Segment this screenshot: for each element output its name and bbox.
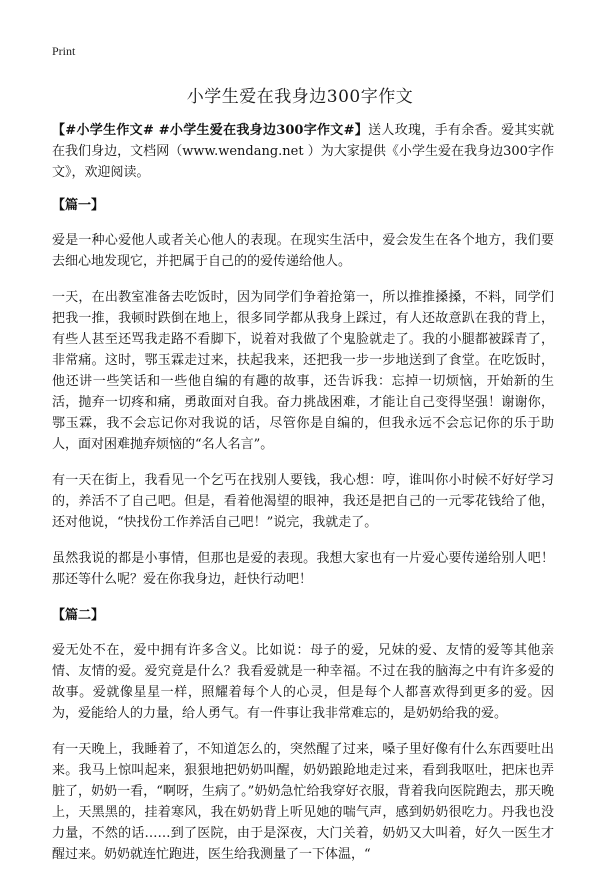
paragraph: 一天，在出教室准备去吃饭时，因为同学们争着抢第一，所以推推搡搡，不料，同学们把我一推，我顿时跌倒在地上，很多同学都从我身上踩过，有人还故意趴在我的背上，有些人甚至还骂我走路不看脚下，说着对我做了个鬼脸就走了。我的小腿都被踩青了，非常痛。这时，鄂玉霖走过来，扶起我来，还把我一步一步地送到了食堂。在吃饭时，他还讲一些笑话和一些他自编的有趣的故事，还告诉我：忘掉一切烦恼，开始新的生活，抛弃一切疼和痛，勇敢面对自我。奋力挑战困难，才能让自己变得坚强！谢谢你，鄂玉霖，我不会忘记你对我说的话，尽管你是自编的，但我永远不会忘记你的乐于助人，面对困难抛弃烦恼的“名人名言”。 <box>52 290 554 452</box>
section-heading: 【篇一】 <box>52 198 105 213</box>
print-link[interactable]: Print <box>52 44 76 58</box>
page-title: 小学生爱在我身边300字作文 <box>186 87 414 107</box>
paragraph: 虽然我说的都是小事情，但那也是爱的表现。我想大家也有一片爱心要传递给别人吧！那还等什么呢？爱在你我身边，赶快行动吧！ <box>52 551 554 587</box>
paragraph: 爱无处不在，爱中拥有许多含义。比如说：母子的爱，兄妹的爱、友情的爱等其他亲情、友情的爱。爱究竟是什么？我看爱就是一种幸福。不过在我的脑海之中有许多爱的故事。爱就像星星一样，照耀着每个人的心灵，但是每个人都喜欢得到更多的爱。因为，爱能给人的力量，给人勇气。有一件事让我非常难忘的，是奶奶给我的爱。 <box>52 643 554 721</box>
article-body <box>52 120 554 880</box>
intro-paragraph <box>52 120 554 183</box>
paragraph: 有一天晚上，我睡着了，不知道怎么的，突然醒了过来，嗓子里好像有什么东西要吐出来。我马上惊叫起来，狠狠地把奶奶叫醒，奶奶踉跄地走过来，看到我呕吐，把床也弄脏了，奶奶一看，“啊呀，生病了。”奶奶急忙给我穿好衣服，背着我向医院跑去，那天晚上，天黑黑的，挂着寒风，我在奶奶背上听见她的喘气声，感到奶奶很吃力。丹我也没力量，不然的话……到了医院，由于是深夜，大门关着，奶奶又大叫着，好久一医生才醒过来。奶奶就连忙跑进，医生给我测量了一下体温，“ <box>52 742 554 862</box>
intro-tag: 【#小学生作文# #小学生爱在我身边300字作文#】 <box>52 123 369 138</box>
paragraph: 爱是一种心爱他人或者关心他人的表现。在现实生活中，爱会发生在各个地方，我们要去细心地发现它，并把属于自己的的爱传递给他人。 <box>52 233 554 269</box>
intro-text: 送人玫瑰，手有余香。爱其实就在我们身边，文档网（www.wendang.net ）为大家提供《小学生爱在我身边300字作文》，欢迎阅读。 <box>52 123 554 180</box>
paragraph: 有一天在街上，我看见一个乞丐在找别人要钱，我心想：哼，谁叫你小时候不好好学习的，养活不了自己吧。但是，看着他渴望的眼神，我还是把自己的一元零花钱给了他，还对他说，“快找份工作养活自己吧！”说完，我就走了。 <box>52 473 554 530</box>
section-heading: 【篇二】 <box>52 608 105 623</box>
